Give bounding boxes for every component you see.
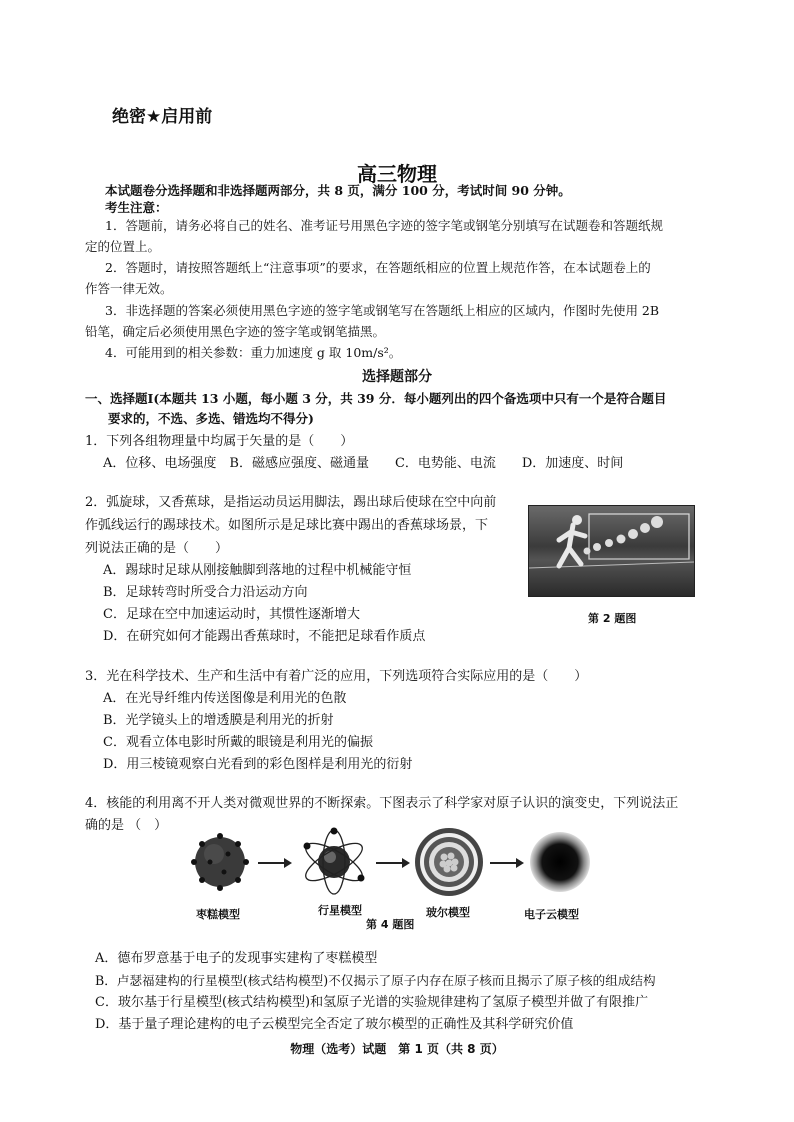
notice-1b: 定的位置上。 [85,239,161,254]
q1-stem: 1．下列各组物理量中均属于矢量的是（ ） [85,434,354,449]
q2-figure-caption: 第 2 题图 [588,612,637,625]
arrow-2-icon [376,862,408,864]
q2-stem-3: 列说法正确的是（ ） [85,541,229,556]
q1-options: A．位移、电场强度 B．磁感应强度、磁通量 C．电势能、电流 D．加速度、时间 [103,456,624,471]
q4-option-d: D．基于量子理论建构的电子云模型完全否定了玻尔模型的正确性及其科学研究价值 [95,1017,574,1032]
banana-kick-photo [528,505,695,597]
planetary-model-icon [298,826,370,898]
section-title: 选择题部分 [362,369,432,385]
notice-title: 考生注意： [105,200,168,215]
q2-option-a: A．踢球时足球从刚接触脚到落地的过程中机械能守恒 [103,563,412,578]
q2-option-b: B．足球转弯时所受合力沿运动方向 [103,585,308,600]
q4-figure-caption: 第 4 题图 [366,918,415,931]
q2-option-c: C．足球在空中加速运动时，其惯性逐渐增大 [103,607,360,622]
model-label-planetary: 行星模型 [318,904,362,917]
model-label-electron-cloud: 电子云模型 [524,908,579,921]
q3-option-c: C．观看立体电影时所戴的眼镜是利用光的偏振 [103,735,373,750]
q3-stem: 3．光在科学技术、生产和生活中有着广泛的应用，下列选项符合实际应用的是（ ） [85,669,588,684]
notice-4: 4．可能用到的相关参数：重力加速度 g 取 10m/s²。 [105,345,402,360]
q3-option-b: B．光学镜头上的增透膜是利用光的折射 [103,713,334,728]
notice-3b: 铅笔，确定后必须使用黑色字迹的签字笔或钢笔描黑。 [85,324,386,339]
bohr-model-icon [413,826,485,898]
intro-line: 本试题卷分选择题和非选择题两部分，共 8 页，满分 100 分，考试时间 90 分钟。 [105,183,571,198]
notice-2b: 作答一律无效。 [85,281,173,296]
page-footer: 物理（选考）试题 第 1 页（共 8 页） [290,1042,504,1056]
part1-instructions-b: 要求的，不选、多选、错选均不得分) [108,411,314,426]
confidential-mark: 绝密★启用前 [112,107,213,127]
electron-cloud-model-icon [528,830,592,894]
q4-stem-1: 4．核能的利用离不开人类对微观世界的不断探索。下图表示了科学家对原子认识的演变史，下列说法正 [85,796,679,811]
notice-2a: 2．答题时，请按照答题纸上“注意事项”的要求，在答题纸相应的位置上规范作答，在本试题卷上的 [105,260,651,275]
q4-stem-2: 确的是 （ ） [85,818,168,833]
notice-3a: 3．非选择题的答案必须使用黑色字迹的签字笔或钢笔写在答题纸上相应的区域内，作图时先使用 2B [105,303,660,318]
model-label-plum-pudding: 枣糕模型 [196,908,240,921]
q4-option-b: B．卢瑟福建构的行星模型(核式结构模型)不仅揭示了原子内存在原子核而且揭示了原子核的组成结构 [95,973,656,988]
q4-option-c: C．玻尔基于行星模型(核式结构模型)和氢原子光谱的实验规律建构了氢原子模型并做了有限推广 [95,995,649,1010]
plum-pudding-model-icon [190,832,250,892]
part1-instructions-a: 一、选择题Ⅰ(本题共 13 小题，每小题 3 分，共 39 分．每小题列出的四个备选项中只有一个是符合题目 [85,391,667,406]
page-title: 高三物理 [357,162,437,186]
q2-option-d: D．在研究如何才能踢出香蕉球时，不能把足球看作质点 [103,629,426,644]
model-label-bohr: 玻尔模型 [426,906,470,919]
arrow-1-icon [258,862,290,864]
q4-option-a: A．德布罗意基于电子的发现事实建构了枣糕模型 [95,951,378,966]
soccer-scene-icon [529,506,694,596]
q3-option-d: D．用三棱镜观察白光看到的彩色图样是利用光的衍射 [103,757,413,772]
arrow-3-icon [490,862,522,864]
q3-option-a: A．在光导纤维内传送图像是利用光的色散 [103,691,347,706]
q2-stem-1: 2．弧旋球，又香蕉球，是指运动员运用脚法，踢出球后使球在空中向前 [85,495,497,510]
q2-stem-2: 作弧线运行的踢球技术。如图所示是足球比赛中踢出的香蕉球场景，下 [85,518,489,533]
notice-1a: 1．答题前，请务必将自己的姓名、准考证号用黑色字迹的签字笔或钢笔分别填写在试题卷和答题纸规 [105,218,663,233]
